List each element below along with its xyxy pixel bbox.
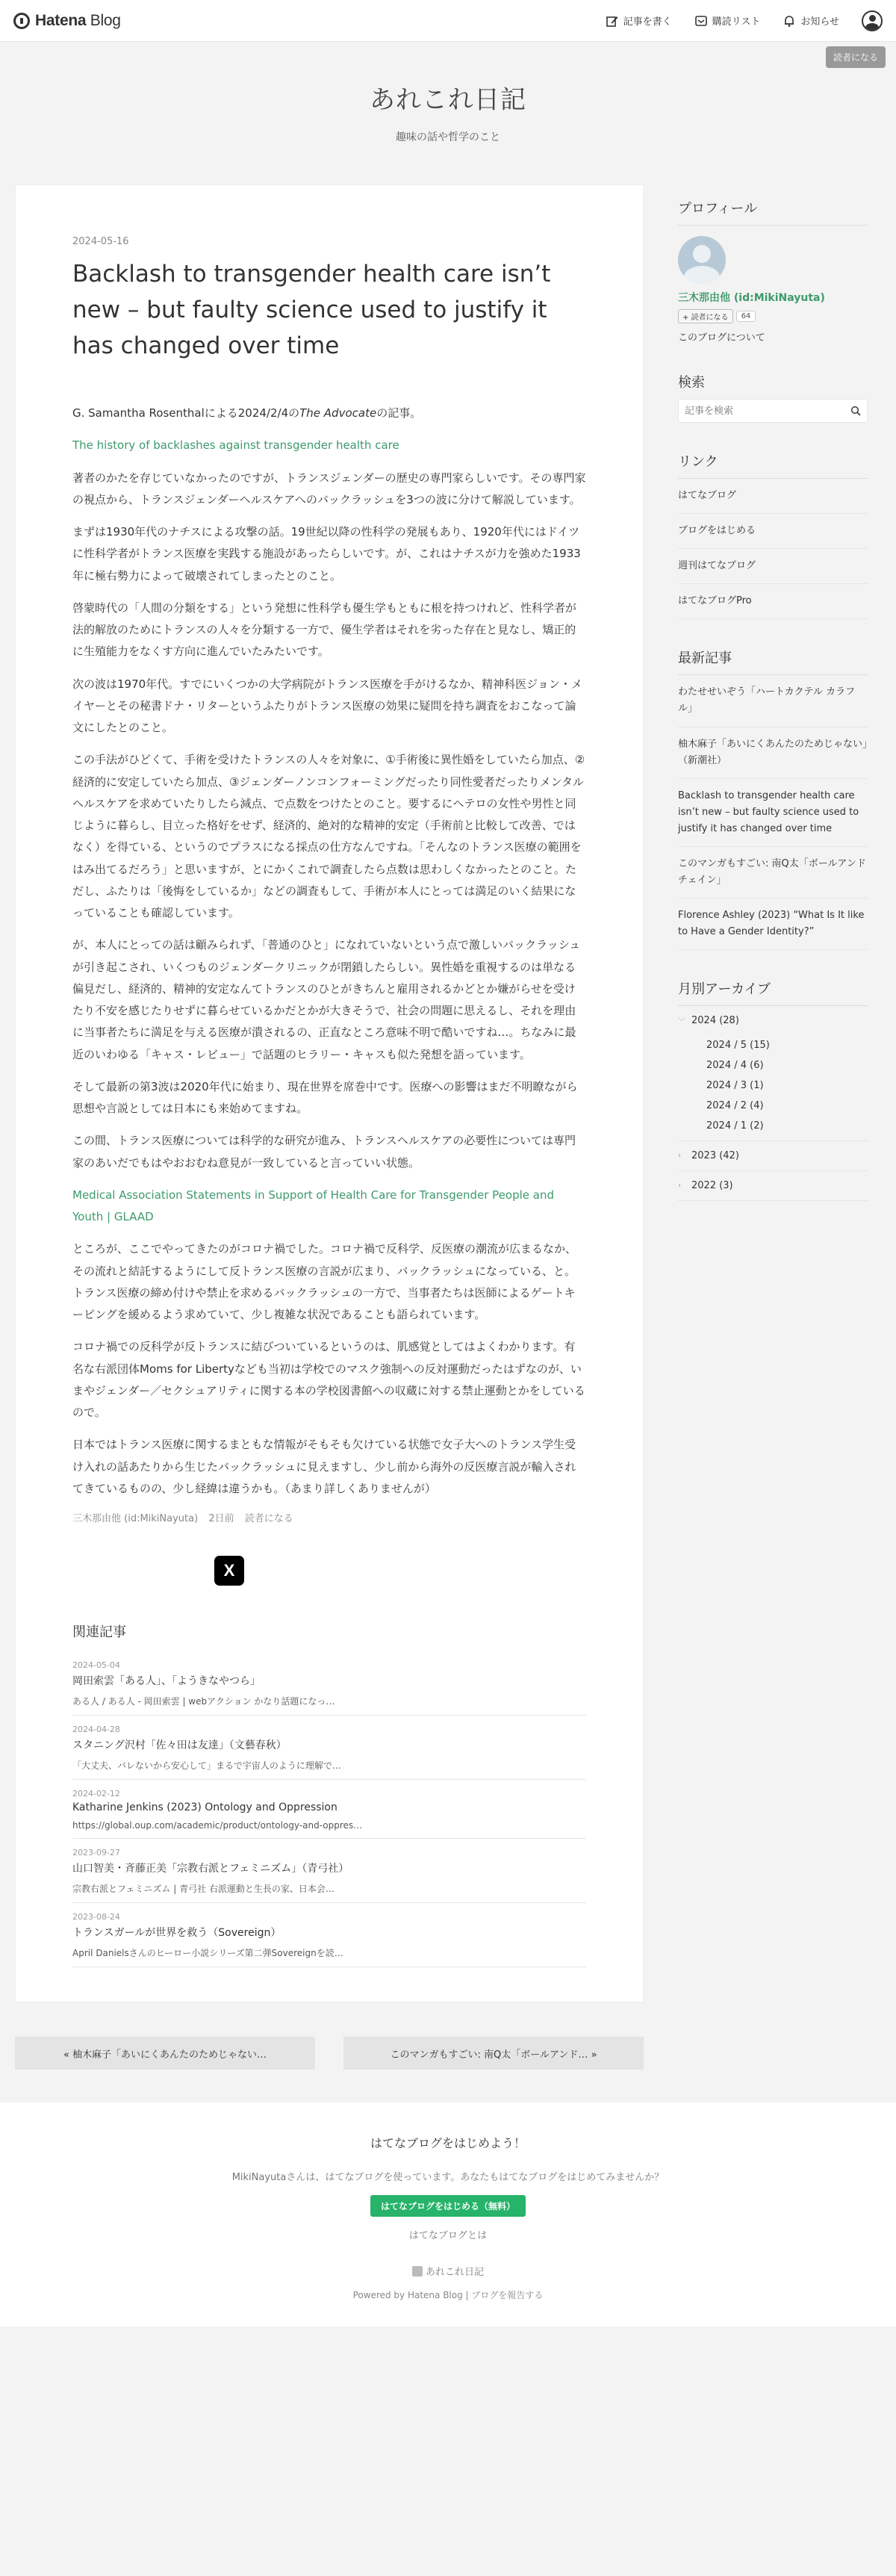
archive-year-label: 2024 (28): [691, 1015, 739, 1027]
global-header: [0, 0, 896, 42]
profile-subscribe-button[interactable]: + 読者になる: [678, 309, 733, 323]
related-date: 2024-05-04: [72, 1660, 120, 1671]
related-item[interactable]: [72, 1716, 586, 1780]
logo-text-bold: Hatena: [35, 11, 87, 29]
archive-month[interactable]: 2024 / 1 (2): [678, 1116, 868, 1141]
archive-month[interactable]: 2024 / 2 (4): [706, 1100, 764, 1112]
intro-suffix: の記事。: [376, 406, 422, 420]
search-box: [678, 399, 868, 423]
intro-prefix: G. Samantha Rosenthalによる2024/2/4の: [72, 406, 300, 420]
blog-description: 趣味の話や哲学のこと: [396, 131, 500, 143]
related-snippet: April Danielsさんのヒーロー小説シリーズ第二弾Sovereignを読…: [72, 1948, 343, 1959]
footer-blog-link[interactable]: [0, 2264, 896, 2278]
paragraph: 次の波は1970年代。すでにいくつかの大学病院がトランス医療を手がけるなか、精神科医ジョン・メイヤーとその秘書ドナ・リターというふたりがトランス医療の効果に疑問を持ち調査をおこなって論文にしたとのこと。: [72, 677, 582, 735]
main-column: [15, 184, 644, 2070]
link-item[interactable]: ブログをはじめる: [678, 514, 868, 549]
next-entry-button[interactable]: このマンガもすごい: 南Q太「ボールアンド… »: [343, 2037, 644, 2070]
related-item-title[interactable]: Katharine Jenkins (2023) Ontology and Oppression: [72, 1801, 337, 1814]
profile-title: プロフィール: [678, 198, 868, 226]
chevron-right-icon[interactable]: ›: [678, 1182, 681, 1191]
related-snippet: 「大丈夫、バレないから安心して」まるで宇宙人のように理解で…: [72, 1760, 341, 1772]
glaad-link[interactable]: Medical Association Statements in Support of Health Care for Transgender People and Youth | GLAAD: [72, 1188, 554, 1224]
profile-avatar-icon[interactable]: [678, 236, 726, 284]
related-entries: [72, 1621, 586, 1967]
paragraph: この手法がひどくて、手術を受けたトランスの人々を対象に、①手術後に異性婚をしていたら加点、②経済的に安定していたら加点、③ジェンダーノンコンフォーミングだったり同性愛者だったりメンタルヘルスケアを求めていたりしたら減点、で点数をつけたとのこと。要するにヘテロの女性や男性と同じように暮らし、目立った格好をせず、経済的、絶対的な精神的安定（手術前と比較して改善、ではなく）を得ている、というのでプラスになる採点の仕方なんですね。「そんなのトランス医療の範囲をはみ出てるだろう」と思いますが、とにかくこれで調査したら点数は思わしくなかったとのこと。ただし、ふたりは「後悔をしているか」などの調査もして、手術が本人にとっては満足のいく結果になっていることも確認しています。: [72, 753, 585, 920]
reading-list-label: 購読リスト: [712, 16, 761, 28]
entry-article: [15, 184, 644, 2002]
footer-description: MikiNayutaさんは、はてなブログを使っています。あなたもはてなブログをはじめてみませんか？: [231, 2172, 665, 2184]
notifications-link[interactable]: [783, 13, 839, 28]
search-title: 検索: [678, 375, 705, 391]
paragraph: 啓蒙時代の「人間の分類をする」という発想に性科学も優生学もともに根を持つけれど、性科学者が法的解放のためにトランスの人々を分類する一方で、優生学者はそれを劣った存在と見なし、矯正的に生殖能力をなくす方向に進んでいたみたいです。: [72, 600, 577, 659]
related-date: 2024-02-12: [72, 1789, 120, 1799]
link-item[interactable]: はてなブログPro: [678, 584, 868, 619]
recent-entry[interactable]: このマンガもすごい: 南Q太「ボールアンドチェイン」: [678, 847, 868, 899]
author-link[interactable]: 三木那由他 (id:MikiNayuta): [72, 1513, 199, 1525]
archive-year-label: 2023 (42): [691, 1150, 739, 1162]
related-item[interactable]: [72, 1839, 586, 1903]
recent-entry[interactable]: 柚木麻子「あいにくあんたのためじゃない」（新潮社）: [678, 727, 868, 779]
archive-title: 月別アーカイブ: [678, 978, 868, 1006]
archive-month[interactable]: 2024 / 5 (15): [706, 1040, 770, 1052]
related-item-title[interactable]: 岡田索雲「ある人」、「ようきなやつら」: [72, 1675, 261, 1688]
related-item-title[interactable]: 山口智美・斉藤正美「宗教右派とフェミニズム」（青弓社）: [72, 1863, 349, 1875]
footer-subscribe-link[interactable]: 読者になる: [244, 1513, 293, 1525]
archive-year-2024[interactable]: [678, 1006, 868, 1035]
share-buttons: [214, 1556, 586, 1586]
subscribe-reader-button[interactable]: 読者になる: [826, 46, 886, 68]
site-footer: [0, 2102, 896, 2327]
profile-name[interactable]: 三木那由他 (id:MikiNayuta): [678, 292, 825, 304]
paragraph: 著者のかたを存じていなかったのですが、トランスジェンダーの歴史の専門家らしいです。その専門家の視点から、トランスジェンダーヘルスケアへのバックラッシュを3つの波に分けて解説しています。: [72, 471, 586, 506]
recent-entry[interactable]: わたせせいぞう「ハートカクテル カラフル」: [678, 675, 868, 727]
entry-pager: [15, 2037, 644, 2070]
write-entry-link[interactable]: [606, 13, 672, 28]
x-share-icon[interactable]: X: [214, 1556, 244, 1586]
related-snippet: 宗教右派とフェミニズム | 青弓社 右派運動と生長の家、日本会…: [72, 1884, 335, 1895]
related-date: 2024-04-28: [72, 1725, 120, 1735]
related-item-title[interactable]: スタニング沢村「佐々田は友達」（文藝春秋）: [72, 1739, 287, 1752]
paragraph: 日本ではトランス医療に関するまともな情報がそもそも欠けている状態で女子大へのトランス学生受け入れの話あたりから生じたバックラッシュに見えますし、少し前から海外の反医療言説が輸入されてきているものの、少し経緯は違うかも。（あまり詳しくありませんが）: [72, 1438, 576, 1495]
related-title: 関連記事: [72, 1624, 126, 1641]
archive-year-2023[interactable]: [678, 1141, 868, 1171]
related-date: 2023-09-27: [72, 1848, 120, 1858]
entry-footer: [72, 1510, 586, 1524]
chevron-right-icon[interactable]: ›: [678, 1152, 681, 1161]
related-item[interactable]: [72, 1780, 586, 1839]
profile-subscribe: [678, 309, 868, 323]
archive-month[interactable]: 2024 / 3 (1): [706, 1080, 764, 1092]
archive-module: [678, 978, 868, 1201]
blog-favicon-icon: [412, 2266, 423, 2276]
content-wrapper: [15, 184, 881, 2070]
logo-text: [35, 12, 121, 30]
blog-header: [0, 42, 896, 184]
related-snippet: https://global.oup.com/academic/product/ontology-and-oppres…: [72, 1820, 363, 1831]
entry-time[interactable]: 2日前: [208, 1513, 234, 1525]
reading-list-link[interactable]: [694, 13, 761, 28]
user-avatar-icon[interactable]: [862, 10, 883, 31]
recent-entry[interactable]: Florence Ashley (2023) “What Is It like to Have a Gender Identity?”: [678, 899, 868, 950]
subscriber-count[interactable]: 64: [736, 311, 756, 322]
search-input[interactable]: [685, 406, 850, 417]
paragraph: ところが、ここでやってきたのがコロナ禍でした。コロナ禍で反科学、反医療の潮流が広まるなか、その流れと結託するようにして反トランス医療の言説が広まり、バックラッシュになっている、と。トランス医療の締め付けや禁止を求めるバックラッシュの一方で、当事者たちは医師によるゲートキーピングを緩めるよう求めていて、少し複雑な状況であることも語られています。: [72, 1242, 577, 1322]
hatena-blog-logo[interactable]: [13, 12, 121, 30]
reading-list-icon: [694, 14, 708, 28]
pencil-icon: [606, 14, 619, 28]
profile-module: [678, 198, 868, 344]
search-icon[interactable]: [850, 406, 861, 416]
article-source-link[interactable]: The history of backlashes against transgender health care: [72, 438, 399, 453]
entry-title[interactable]: Backlash to transgender health care isn’t new – but faulty science used to justify it has changed over time: [72, 261, 551, 360]
write-entry-label: 記事を書く: [623, 16, 672, 28]
hatena-logo-icon: [13, 13, 30, 29]
entry-body: [72, 403, 586, 1500]
links-module: [678, 451, 868, 619]
logo-text-light: Blog: [86, 11, 121, 29]
start-blog-button[interactable]: はてなブログをはじめる（無料）: [370, 2195, 526, 2217]
prev-entry-button[interactable]: « 柚木麻子「あいにくあんたのためじゃない…: [15, 2037, 315, 2070]
recent-entries-module: [678, 648, 868, 950]
archive-year-2022[interactable]: [678, 1171, 868, 1201]
link-item[interactable]: はてなブログ: [678, 479, 868, 514]
profile-subscribe-label: 読者になる: [691, 314, 729, 322]
related-date: 2023-08-24: [72, 1912, 120, 1922]
intro-source: The Advocate: [299, 406, 377, 420]
global-nav: [606, 10, 883, 31]
recent-title: 最新記事: [678, 648, 868, 675]
paragraph: この間、トランス医療については科学的な研究が進み、トランスヘルスケアの必要性については専門家のあいだでもはやおおむね意見が一致していると言っていい状態。: [72, 1134, 576, 1170]
bell-icon: [783, 14, 796, 28]
blog-title[interactable]: あれこれ日記: [370, 85, 526, 115]
entry-intro: [72, 403, 586, 424]
about-blog-link[interactable]: このブログについて: [678, 332, 765, 344]
related-snippet: ある人 / ある人 - 岡田索雲 | webアクション かなり話題になっ…: [72, 1696, 335, 1707]
related-item[interactable]: [72, 1903, 586, 1967]
powered-by[interactable]: Powered by Hatena Blog | ブログを報告する: [352, 2290, 544, 2301]
related-item[interactable]: [72, 1651, 586, 1716]
recent-entry[interactable]: Backlash to transgender health care isn’t new – but faulty science used to justify it has changed over time: [678, 779, 868, 847]
link-item[interactable]: 週刊はてなブログ: [678, 549, 868, 584]
paragraph: コロナ禍での反科学が反トランスに結びついているというのは、肌感覚としてはよくわかります。有名な右派団体Moms for Libertyなども当初は学校でのマスク強制への反対運動だったはずなのが、いまやジェンダー／セクシュアリティに関する本の学校図書館への収蔵に対する禁止運動とかをしているので。: [72, 1340, 585, 1420]
related-item-title[interactable]: トランスガールが世界を救う（Sovereign）: [72, 1927, 281, 1940]
chevron-down-icon[interactable]: ﹀: [678, 1018, 685, 1027]
footer-blog-name: あれこれ日記: [425, 2267, 484, 2279]
paragraph: が、本人にとっての話は顧みられず、「普通のひと」になれていないという点で激しいバックラッシュが引き起こされ、いくつものジェンダークリニックが閉鎖したらしい。異性婚を重視するのは単なる偏見だし、経済的、精神的安定なんてトランスのひとがきちんと雇用されるかどとか嫌がらせを受けたり不安を感じたりせずに暮らせているかだとかが大きそうで、社会の問題に思えるし、それを理由に当事者たちに満足を与える医療が潰されるの、正直なところ意味不明で酷いですね…。ちなみに最近のいわゆる「キャス・レビュー」で話題のヒラリー・キャスも似た発想を語っています。: [72, 938, 581, 1061]
footer-title: はてなブログをはじめよう！: [370, 2136, 526, 2151]
paragraph: まずは1930年代のナチスによる攻撃の話。19世紀以降の性科学の発展もあり、1920年代にはドイツに性科学者がトランス医療を実践する施設があったらしいです。が、これはナチスが力を強めた1933年に極右勢力によって破壊されてしまったとのこと。: [72, 525, 581, 583]
links-title: リンク: [678, 451, 868, 479]
notifications-label: お知らせ: [800, 16, 839, 28]
search-module: [678, 372, 868, 423]
paragraph: そして最新の第3波は2020年代に始まり、現在世界を席巻中です。医療への影響はまだ不明瞭ながら思想や言説としては日本にも来始めてますね。: [72, 1079, 578, 1116]
sidebar: [678, 184, 868, 1229]
archive-month[interactable]: 2024 / 4 (6): [706, 1060, 764, 1072]
entry-date[interactable]: 2024-05-16: [72, 236, 129, 247]
about-hatena-link[interactable]: はてなブログとは: [408, 2230, 488, 2242]
archive-year-label: 2022 (3): [691, 1180, 733, 1192]
